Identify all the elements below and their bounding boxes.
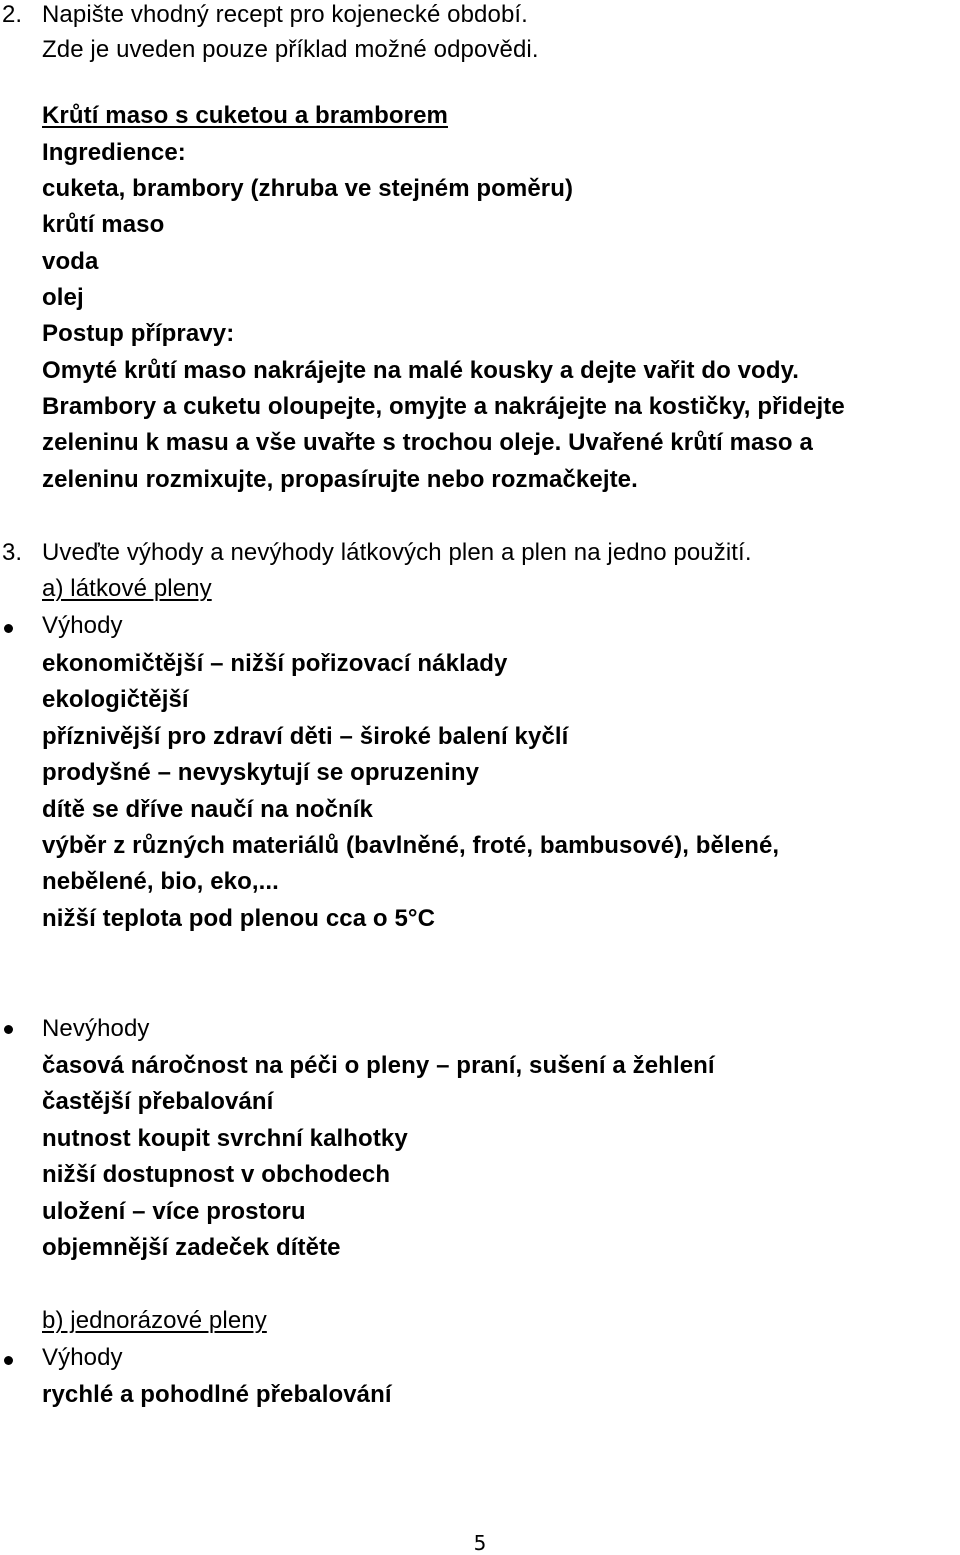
answer-note: Zde je uveden pouze příklad možné odpovědi. [42,36,539,63]
advantage-item: ekologičtější [42,686,189,713]
disadvantage-item: časová náročnost na péči o pleny – praní, sušení a žehlení [42,1052,715,1079]
question-text: Uveďte výhody a nevýhody látkových plen a plen na jedno použití. [42,539,752,566]
advantage-item: příznivější pro zdraví děti – široké balení kyčlí [42,723,569,750]
ingredient-item: voda [42,248,99,275]
procedure-line: zeleninu k masu a vše uvařte s trochou oleje. Uvařené krůtí maso a [42,429,813,456]
advantage-item: dítě se dříve naučí na nočník [42,796,374,823]
disadvantage-item: objemnější zadeček dítěte [42,1234,341,1261]
question-text: Napište vhodný recept pro kojenecké období. [42,1,528,28]
advantage-item: výběr z různých materiálů (bavlněné, froté, bambusové), bělené, [42,832,780,859]
ingredients-heading: Ingredience: [42,139,186,166]
ingredient-item: cuketa, brambory (zhruba ve stejném poměru) [42,175,574,202]
question-number: 2. [2,1,23,28]
advantage-item: rychlé a pohodlné přebalování [42,1381,392,1408]
procedure-line: Brambory a cuketu oloupejte, omyjte a nakrájejte na kostičky, přidejte [42,393,845,420]
procedure-line: zeleninu rozmixujte, propasírujte nebo rozmačkejte. [42,466,638,493]
bullet-icon [4,1025,13,1034]
advantage-item: prodyšné – nevyskytují se opruzeniny [42,759,480,786]
disadvantages-heading: Nevýhody [42,1015,150,1042]
cloth-diapers-heading: a) látkové pleny [42,575,212,602]
page-number: 5 [473,1531,487,1555]
recipe-title: Krůtí maso s cuketou a bramborem [42,102,448,129]
advantages-heading: Výhody [42,1344,123,1371]
advantages-heading: Výhody [42,612,123,639]
bullet-icon [4,1356,13,1365]
disadvantage-item: nižší dostupnost v obchodech [42,1161,391,1188]
bullet-icon [4,624,13,633]
ingredient-item: krůtí maso [42,211,165,238]
disadvantage-item: nutnost koupit svrchní kalhotky [42,1125,408,1152]
question-number: 3. [2,539,23,566]
procedure-heading: Postup přípravy: [42,320,235,347]
procedure-line: Omyté krůtí maso nakrájejte na malé kousky a dejte vařit do vody. [42,357,800,384]
disadvantage-item: uložení – více prostoru [42,1198,306,1225]
advantage-item: nebělené, bio, eko,... [42,868,279,895]
disposable-diapers-heading: b) jednorázové pleny [42,1307,267,1334]
advantage-item: ekonomičtější – nižší pořizovací náklady [42,650,508,677]
disadvantage-item: častější přebalování [42,1088,274,1115]
advantage-item: nižší teplota pod plenou cca o 5°C [42,905,436,932]
ingredient-item: olej [42,284,84,311]
